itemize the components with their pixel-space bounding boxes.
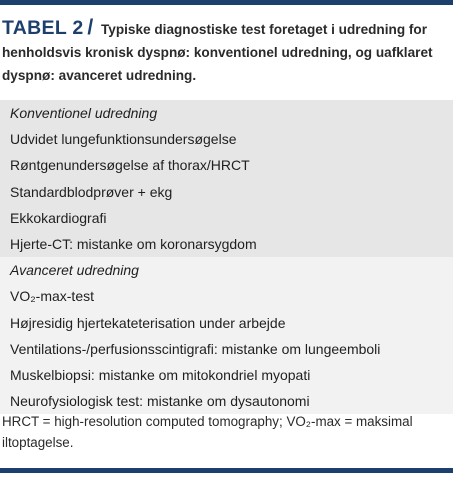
table-row: Neurofysiologisk test: mistanke om dysautonomi: [10, 393, 310, 410]
group-heading-conventional: Konventionel udredning: [10, 105, 158, 121]
table-row: Ventilations-/perfusionsscintigrafi: mistanke om lungeemboli: [10, 340, 381, 357]
group-conventional: [0, 100, 453, 257]
table-row: VO₂-max-test: [10, 288, 94, 305]
table-caption: [2, 16, 448, 87]
group-advanced: [0, 257, 453, 414]
table-row: Højresidig hjertekateterisation under arbejde: [10, 314, 286, 331]
table-row: Røntgenundersøgelse af thorax/HRCT: [10, 157, 250, 174]
caption-text: Typiske diagnostiske test foretaget i udredning for henholdsvis kronisk dyspnø: konventionel udredning, og uafklaret dyspnø: avanceret udredning.: [2, 22, 433, 83]
caption-slash: /: [87, 16, 94, 39]
table-row: Standardblodprøver + ekg: [10, 183, 173, 200]
table-row: Udvidet lungefunktionsundersøgelse: [10, 131, 237, 148]
table-footnote: HRCT = high-resolution computed tomography; VO₂-max = maksimal iltoptagelse.: [2, 414, 413, 450]
group-heading-advanced: Avanceret udredning: [10, 262, 139, 279]
table-label: TABEL 2: [2, 17, 84, 39]
table-row: Muskelbiopsi: mistanke om mitokondriel myopati: [10, 366, 311, 383]
top-rule: [0, 0, 453, 5]
table-row: Ekkokardiografi: [10, 209, 107, 226]
bottom-rule: [0, 468, 453, 473]
table-row: Hjerte-CT: mistanke om koronarsygdom: [10, 235, 257, 252]
table-body: [0, 100, 453, 414]
